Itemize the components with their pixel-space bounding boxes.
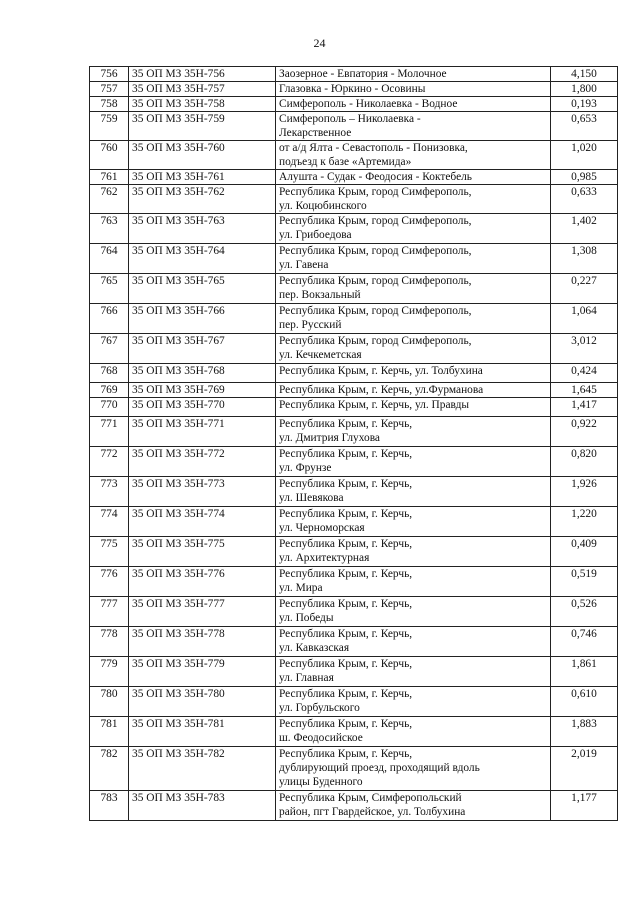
road-code-text: 35 ОП МЗ 35Н-756 <box>132 68 225 80</box>
road-name-line: Глазовка - Юркино - Осовины <box>279 83 426 95</box>
table-row <box>90 567 618 597</box>
table-row <box>90 334 618 364</box>
table-row <box>90 383 618 398</box>
row-number <box>90 214 129 244</box>
row-number-text: 757 <box>100 83 118 95</box>
road-name <box>276 627 551 657</box>
road-length-text: 0,820 <box>571 448 597 460</box>
road-length <box>551 791 618 821</box>
road-code-text: 35 ОП МЗ 35Н-781 <box>132 718 225 730</box>
row-number-text: 760 <box>100 142 118 154</box>
roads-table-body <box>90 67 618 821</box>
row-number <box>90 398 129 417</box>
road-length <box>551 687 618 717</box>
road-code <box>129 244 276 274</box>
road-name-line: Республика Крым, город Симферополь, <box>279 305 472 317</box>
road-name-line: ул. Фрунзе <box>279 462 332 474</box>
row-number-text: 758 <box>100 98 118 110</box>
road-name <box>276 274 551 304</box>
road-code-text: 35 ОП МЗ 35Н-783 <box>132 792 225 804</box>
row-number-text: 781 <box>100 718 118 730</box>
row-number <box>90 747 129 791</box>
road-code <box>129 747 276 791</box>
road-length-text: 1,861 <box>571 658 597 670</box>
road-name-line: Республика Крым, г. Керчь, <box>279 748 413 760</box>
road-length-text: 1,308 <box>571 245 597 257</box>
row-number <box>90 597 129 627</box>
road-name <box>276 398 551 417</box>
road-length-text: 1,177 <box>571 792 597 804</box>
road-length <box>551 112 618 141</box>
road-name <box>276 185 551 214</box>
table-row <box>90 537 618 567</box>
row-number <box>90 383 129 398</box>
road-length-text: 3,012 <box>571 335 597 347</box>
road-name-line: Республика Крым, г. Керчь, <box>279 598 413 610</box>
table-row <box>90 112 618 141</box>
table-row <box>90 141 618 170</box>
road-code-text: 35 ОП МЗ 35Н-768 <box>132 365 225 377</box>
road-length <box>551 364 618 383</box>
road-name <box>276 447 551 477</box>
row-number <box>90 170 129 185</box>
road-name <box>276 364 551 383</box>
road-name-line: Республика Крым, город Симферополь, <box>279 215 472 227</box>
road-length-text: 1,417 <box>571 399 597 411</box>
road-name <box>276 141 551 170</box>
road-length <box>551 627 618 657</box>
road-name <box>276 597 551 627</box>
road-code <box>129 717 276 747</box>
row-number-text: 770 <box>100 399 118 411</box>
road-name <box>276 417 551 447</box>
road-name-line: Республика Крым, г. Керчь, ул. Толбухина <box>279 365 483 377</box>
road-length <box>551 657 618 687</box>
road-name-line: Республика Крым, г. Керчь, <box>279 688 413 700</box>
road-length-text: 0,526 <box>571 598 597 610</box>
road-name <box>276 334 551 364</box>
road-name <box>276 717 551 747</box>
road-length <box>551 597 618 627</box>
road-code <box>129 185 276 214</box>
road-code <box>129 383 276 398</box>
road-code <box>129 214 276 244</box>
road-name-line: улицы Буденного <box>279 776 363 788</box>
row-number-text: 779 <box>100 658 118 670</box>
row-number-text: 776 <box>100 568 118 580</box>
road-name <box>276 170 551 185</box>
road-name-line: ул. Кечкеметская <box>279 349 362 361</box>
table-row <box>90 477 618 507</box>
row-number <box>90 364 129 383</box>
road-length <box>551 717 618 747</box>
road-code <box>129 304 276 334</box>
road-code-text: 35 ОП МЗ 35Н-767 <box>132 335 225 347</box>
road-name-line: пер. Вокзальный <box>279 289 361 301</box>
road-name-line: Республика Крым, Симферопольский <box>279 792 462 804</box>
road-length <box>551 334 618 364</box>
row-number-text: 759 <box>100 113 118 125</box>
road-name-line: ш. Феодосийское <box>279 732 363 744</box>
road-length-text: 0,409 <box>571 538 597 550</box>
row-number-text: 782 <box>100 748 118 760</box>
road-code <box>129 82 276 97</box>
row-number-text: 772 <box>100 448 118 460</box>
road-name <box>276 507 551 537</box>
road-code-text: 35 ОП МЗ 35Н-782 <box>132 748 225 760</box>
table-row <box>90 364 618 383</box>
road-name-line: подъезд к базе «Артемида» <box>279 156 412 168</box>
road-length <box>551 82 618 97</box>
road-code-text: 35 ОП МЗ 35Н-766 <box>132 305 225 317</box>
road-code <box>129 364 276 383</box>
road-name <box>276 214 551 244</box>
road-code <box>129 274 276 304</box>
row-number <box>90 717 129 747</box>
road-length <box>551 567 618 597</box>
row-number <box>90 244 129 274</box>
road-code-text: 35 ОП МЗ 35Н-774 <box>132 508 225 520</box>
road-code <box>129 507 276 537</box>
road-name <box>276 67 551 82</box>
row-number-text: 780 <box>100 688 118 700</box>
table-row <box>90 214 618 244</box>
road-name <box>276 657 551 687</box>
road-name <box>276 383 551 398</box>
road-length-text: 1,883 <box>571 718 597 730</box>
road-name <box>276 304 551 334</box>
table-row <box>90 657 618 687</box>
road-name-line: Заозерное - Евпатория - Молочное <box>279 68 447 80</box>
row-number <box>90 627 129 657</box>
road-name-line: Республика Крым, г. Керчь, <box>279 508 413 520</box>
road-name-line: ул. Черноморская <box>279 522 365 534</box>
row-number-text: 766 <box>100 305 118 317</box>
road-name-line: ул. Главная <box>279 672 334 684</box>
road-length-text: 1,402 <box>571 215 597 227</box>
road-length-text: 0,653 <box>571 113 597 125</box>
road-length-text: 0,193 <box>571 98 597 110</box>
road-name-line: Республика Крым, г. Керчь, <box>279 478 413 490</box>
row-number-text: 773 <box>100 478 118 490</box>
road-length-text: 0,746 <box>571 628 597 640</box>
table-row <box>90 627 618 657</box>
road-name <box>276 747 551 791</box>
road-code <box>129 417 276 447</box>
road-length-text: 1,926 <box>571 478 597 490</box>
road-code <box>129 567 276 597</box>
table-row <box>90 717 618 747</box>
row-number <box>90 687 129 717</box>
table-row <box>90 791 618 821</box>
road-code-text: 35 ОП МЗ 35Н-775 <box>132 538 225 550</box>
road-name-line: пер. Русский <box>279 319 342 331</box>
table-row <box>90 97 618 112</box>
road-length <box>551 304 618 334</box>
road-length <box>551 747 618 791</box>
road-name-line: Республика Крым, г. Керчь, <box>279 718 413 730</box>
road-code-text: 35 ОП МЗ 35Н-758 <box>132 98 225 110</box>
road-name-line: ул. Кавказская <box>279 642 350 654</box>
road-code <box>129 170 276 185</box>
row-number-text: 769 <box>100 384 118 396</box>
road-name-line: ул. Победы <box>279 612 334 624</box>
road-name-line: ул. Коцюбинского <box>279 200 367 212</box>
road-name-line: Республика Крым, г. Керчь, <box>279 628 413 640</box>
road-code-text: 35 ОП МЗ 35Н-777 <box>132 598 225 610</box>
road-length <box>551 398 618 417</box>
road-code-text: 35 ОП МЗ 35Н-769 <box>132 384 225 396</box>
road-code-text: 35 ОП МЗ 35Н-760 <box>132 142 225 154</box>
road-name-line: Республика Крым, город Симферополь, <box>279 275 472 287</box>
road-code <box>129 791 276 821</box>
row-number-text: 774 <box>100 508 118 520</box>
road-code <box>129 627 276 657</box>
road-length <box>551 244 618 274</box>
road-name <box>276 687 551 717</box>
road-length <box>551 67 618 82</box>
row-number-text: 768 <box>100 365 118 377</box>
road-name-line: ул. Шевякова <box>279 492 344 504</box>
road-name-line: ул. Горбульского <box>279 702 360 714</box>
road-name-line: Республика Крым, г. Керчь, <box>279 448 413 460</box>
table-row <box>90 82 618 97</box>
road-length <box>551 141 618 170</box>
road-name-line: Республика Крым, город Симферополь, <box>279 335 472 347</box>
road-length-text: 2,019 <box>571 748 597 760</box>
road-name-line: Симферополь - Николаевка - Водное <box>279 98 458 110</box>
table-row <box>90 597 618 627</box>
roads-table <box>89 66 618 821</box>
road-code-text: 35 ОП МЗ 35Н-764 <box>132 245 225 257</box>
road-length-text: 1,064 <box>571 305 597 317</box>
row-number-text: 763 <box>100 215 118 227</box>
road-name-line: ул. Архитектурная <box>279 552 370 564</box>
road-code <box>129 97 276 112</box>
row-number-text: 777 <box>100 598 118 610</box>
road-length <box>551 274 618 304</box>
road-name-line: ул. Дмитрия Глухова <box>279 432 380 444</box>
road-length-text: 0,985 <box>571 171 597 183</box>
road-length-text: 1,800 <box>571 83 597 95</box>
row-number-text: 775 <box>100 538 118 550</box>
road-code-text: 35 ОП МЗ 35Н-759 <box>132 113 225 125</box>
row-number <box>90 507 129 537</box>
road-length <box>551 447 618 477</box>
road-name-line: ул. Мира <box>279 582 323 594</box>
road-name <box>276 244 551 274</box>
road-name-line: ул. Грибоедова <box>279 229 352 241</box>
road-code-text: 35 ОП МЗ 35Н-776 <box>132 568 225 580</box>
row-number <box>90 67 129 82</box>
road-name-line: ул. Гавена <box>279 259 329 271</box>
road-length <box>551 383 618 398</box>
table-row <box>90 417 618 447</box>
road-name <box>276 82 551 97</box>
row-number <box>90 112 129 141</box>
road-name-line: дублирующий проезд, проходящий вдоль <box>279 762 480 774</box>
row-number <box>90 477 129 507</box>
table-row <box>90 274 618 304</box>
road-code-text: 35 ОП МЗ 35Н-765 <box>132 275 225 287</box>
row-number <box>90 274 129 304</box>
road-length <box>551 477 618 507</box>
row-number-text: 771 <box>100 418 118 430</box>
road-length <box>551 537 618 567</box>
road-code-text: 35 ОП МЗ 35Н-771 <box>132 418 225 430</box>
row-number <box>90 567 129 597</box>
road-length <box>551 170 618 185</box>
road-length-text: 4,150 <box>571 68 597 80</box>
road-length-text: 0,424 <box>571 365 597 377</box>
road-length-text: 0,922 <box>571 418 597 430</box>
row-number <box>90 185 129 214</box>
road-length-text: 0,519 <box>571 568 597 580</box>
road-name-line: от а/д Ялта - Севастополь - Понизовка, <box>279 142 468 154</box>
road-name-line: Республика Крым, г. Керчь, <box>279 568 413 580</box>
road-code <box>129 67 276 82</box>
road-length <box>551 214 618 244</box>
row-number-text: 761 <box>100 171 118 183</box>
road-name-line: Симферополь – Николаевка - <box>279 113 421 125</box>
table-row <box>90 507 618 537</box>
road-code <box>129 141 276 170</box>
road-name <box>276 477 551 507</box>
road-length-text: 1,220 <box>571 508 597 520</box>
road-name-line: Алушта - Судак - Феодосия - Коктебель <box>279 171 472 183</box>
road-code <box>129 687 276 717</box>
road-name-line: Республика Крым, город Симферополь, <box>279 245 472 257</box>
road-code <box>129 447 276 477</box>
row-number <box>90 791 129 821</box>
road-code <box>129 398 276 417</box>
table-row <box>90 170 618 185</box>
road-code-text: 35 ОП МЗ 35Н-772 <box>132 448 225 460</box>
road-code-text: 35 ОП МЗ 35Н-778 <box>132 628 225 640</box>
road-code-text: 35 ОП МЗ 35Н-762 <box>132 186 225 198</box>
row-number-text: 783 <box>100 792 118 804</box>
road-code-text: 35 ОП МЗ 35Н-757 <box>132 83 225 95</box>
road-length-text: 0,633 <box>571 186 597 198</box>
page-number: 24 <box>313 36 326 50</box>
road-code-text: 35 ОП МЗ 35Н-773 <box>132 478 225 490</box>
row-number <box>90 82 129 97</box>
road-code <box>129 477 276 507</box>
row-number <box>90 334 129 364</box>
table-row <box>90 747 618 791</box>
row-number <box>90 447 129 477</box>
road-code-text: 35 ОП МЗ 35Н-763 <box>132 215 225 227</box>
road-name <box>276 567 551 597</box>
table-row <box>90 304 618 334</box>
table-row <box>90 67 618 82</box>
row-number-text: 764 <box>100 245 118 257</box>
road-name-line: Республика Крым, город Симферополь, <box>279 186 472 198</box>
road-code-text: 35 ОП МЗ 35Н-770 <box>132 399 225 411</box>
row-number <box>90 97 129 112</box>
table-row <box>90 398 618 417</box>
road-length-text: 0,610 <box>571 688 597 700</box>
road-code-text: 35 ОП МЗ 35Н-779 <box>132 658 225 670</box>
road-name-line: Республика Крым, г. Керчь, <box>279 538 413 550</box>
road-name-line: Лекарственное <box>279 127 352 139</box>
road-name <box>276 97 551 112</box>
road-code <box>129 112 276 141</box>
road-name-line: Республика Крым, г. Керчь, <box>279 658 413 670</box>
road-code-text: 35 ОП МЗ 35Н-780 <box>132 688 225 700</box>
row-number-text: 762 <box>100 186 118 198</box>
row-number <box>90 657 129 687</box>
road-name <box>276 112 551 141</box>
road-code <box>129 537 276 567</box>
road-name-line: Республика Крым, г. Керчь, ул. Правды <box>279 399 470 411</box>
table-row <box>90 687 618 717</box>
road-name <box>276 537 551 567</box>
table-row <box>90 185 618 214</box>
road-name-line: Республика Крым, г. Керчь, <box>279 418 413 430</box>
table-row <box>90 244 618 274</box>
row-number <box>90 304 129 334</box>
road-length <box>551 417 618 447</box>
row-number-text: 767 <box>100 335 118 347</box>
road-code <box>129 597 276 627</box>
road-length <box>551 507 618 537</box>
row-number-text: 756 <box>100 68 118 80</box>
road-code <box>129 334 276 364</box>
road-name-line: район, пгт Гвардейское, ул. Толбухина <box>279 806 466 818</box>
row-number <box>90 141 129 170</box>
road-code-text: 35 ОП МЗ 35Н-761 <box>132 171 225 183</box>
road-length-text: 0,227 <box>571 275 597 287</box>
road-code <box>129 657 276 687</box>
row-number-text: 778 <box>100 628 118 640</box>
road-name-line: Республика Крым, г. Керчь, ул.Фурманова <box>279 384 484 396</box>
road-length-text: 1,020 <box>571 142 597 154</box>
road-name <box>276 791 551 821</box>
table-row <box>90 447 618 477</box>
road-length <box>551 97 618 112</box>
row-number <box>90 537 129 567</box>
road-length-text: 1,645 <box>571 384 597 396</box>
row-number <box>90 417 129 447</box>
road-length <box>551 185 618 214</box>
row-number-text: 765 <box>100 275 118 287</box>
